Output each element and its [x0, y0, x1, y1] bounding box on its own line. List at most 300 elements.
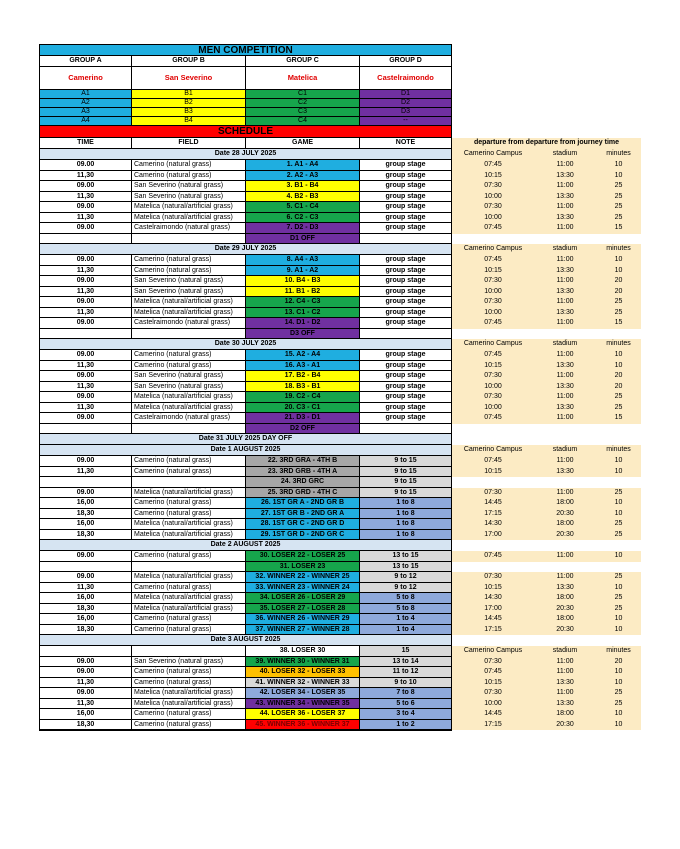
match-note: 9 to 15 [359, 467, 452, 478]
dep-minutes: 10 [596, 456, 641, 467]
dep-campus: 10:15 [452, 361, 534, 372]
dep-minutes: 25 [596, 572, 641, 583]
dep-stadium: 11:00 [534, 181, 596, 192]
dep-campus: 17:15 [452, 720, 534, 731]
match-note: 9 to 15 [359, 488, 452, 499]
match-row [39, 604, 641, 615]
match-field: Matelica (natural/artificial grass) [131, 488, 245, 499]
match-time [39, 562, 131, 573]
match-time: 11,30 [39, 213, 131, 224]
dep-campus-header: Camerino Campus [452, 646, 534, 657]
dep-minutes: 25 [596, 213, 641, 224]
match-note: 1 to 8 [359, 509, 452, 520]
match-row [39, 456, 641, 467]
match-game: 35. LOSER 27 - LOSER 28 [245, 604, 359, 615]
dep-campus: 17:00 [452, 530, 534, 541]
dep-campus: 07:45 [452, 160, 534, 171]
match-game: 38. LOSER 30 [245, 646, 359, 657]
group-header-0: GROUP A [39, 56, 131, 67]
match-row [39, 572, 641, 583]
dep-campus: 17:15 [452, 625, 534, 636]
group-team-row [39, 99, 641, 108]
match-game: 44. LOSER 36 - LOSER 37 [245, 709, 359, 720]
match-field: Camerino (natural grass) [131, 171, 245, 182]
match-row [39, 614, 641, 625]
match-game: 14. D1 - D2 [245, 318, 359, 329]
match-row [39, 657, 641, 668]
group-city-3: Castelraimondo [359, 67, 452, 90]
match-note: group stage [359, 266, 452, 277]
match-row [39, 646, 641, 657]
match-row [39, 266, 641, 277]
dep-stadium: 11:00 [534, 160, 596, 171]
dep-stadium: 11:00 [534, 350, 596, 361]
match-game: 12. C4 - C3 [245, 297, 359, 308]
match-note: group stage [359, 287, 452, 298]
match-game: 23. 3RD GRB - 4TH A [245, 467, 359, 478]
match-row [39, 181, 641, 192]
team-A3: A3 [39, 108, 131, 117]
match-game: 20. C3 - C1 [245, 403, 359, 414]
match-row [39, 467, 641, 478]
match-row [39, 329, 641, 340]
dep-stadium: 18:00 [534, 709, 596, 720]
dep-minutes: 10 [596, 266, 641, 277]
match-row [39, 551, 641, 562]
match-note: 9 to 12 [359, 572, 452, 583]
match-game: 18. B3 - B1 [245, 382, 359, 393]
dep-campus: 10:15 [452, 266, 534, 277]
match-note: 3 to 4 [359, 709, 452, 720]
match-field: Camerino (natural grass) [131, 678, 245, 689]
dep-stadium: 20:30 [534, 720, 596, 731]
match-game: 7. D2 - D3 [245, 223, 359, 234]
match-field: Camerino (natural grass) [131, 583, 245, 594]
team-B3: B3 [131, 108, 245, 117]
match-time: 11,30 [39, 403, 131, 414]
dep-stadium: 11:00 [534, 297, 596, 308]
dep-campus: 14:30 [452, 593, 534, 604]
title-row [39, 44, 641, 56]
match-field: Camerino (natural grass) [131, 625, 245, 636]
dep-stadium: 11:00 [534, 667, 596, 678]
match-field [131, 562, 245, 573]
match-game: 24. 3RD GRC [245, 477, 359, 488]
column-header-row [39, 138, 641, 149]
match-field: Camerino (natural grass) [131, 350, 245, 361]
match-time: 16,00 [39, 593, 131, 604]
date-row [39, 635, 641, 646]
dep-campus: 17:15 [452, 509, 534, 520]
dep-campus: 07:45 [452, 413, 534, 424]
dep-stadium: 13:30 [534, 699, 596, 710]
dep-campus: 07:30 [452, 181, 534, 192]
team-C3: C3 [245, 108, 359, 117]
match-time: 18,30 [39, 509, 131, 520]
match-game: 32. WINNER 22 - WINNER 25 [245, 572, 359, 583]
match-time [39, 646, 131, 657]
match-time: 09.00 [39, 371, 131, 382]
dep-stadium: 11:00 [534, 202, 596, 213]
match-time: 09.00 [39, 413, 131, 424]
match-note: 9 to 10 [359, 678, 452, 689]
match-note: 9 to 12 [359, 583, 452, 594]
dep-campus: 07:30 [452, 688, 534, 699]
match-time: 09.00 [39, 456, 131, 467]
match-field: Camerino (natural grass) [131, 361, 245, 372]
dep-stadium: 11:00 [534, 392, 596, 403]
dep-campus: 07:45 [452, 255, 534, 266]
dep-campus: 10:00 [452, 308, 534, 319]
dep-campus: 10:15 [452, 678, 534, 689]
match-row [39, 424, 641, 435]
match-row [39, 213, 641, 224]
match-game: 39. WINNER 30 - WINNER 31 [245, 657, 359, 668]
competition-title: MEN COMPETITION [39, 44, 452, 56]
col-note: NOTE [359, 138, 452, 149]
match-row [39, 413, 641, 424]
match-field: Camerino (natural grass) [131, 498, 245, 509]
team-A4: A4 [39, 117, 131, 126]
dep-campus: 07:30 [452, 488, 534, 499]
match-row [39, 625, 641, 636]
match-note: group stage [359, 202, 452, 213]
match-time: 18,30 [39, 530, 131, 541]
match-note: 5 to 8 [359, 593, 452, 604]
match-note [359, 424, 452, 435]
dep-stadium: 18:00 [534, 614, 596, 625]
group-city-2: Matelica [245, 67, 359, 90]
date-row [39, 434, 641, 445]
match-game: 33. WINNER 23 - WINNER 24 [245, 583, 359, 594]
dep-stadium: 18:00 [534, 519, 596, 530]
match-field: San Severino (natural grass) [131, 192, 245, 203]
match-note: 1 to 2 [359, 720, 452, 731]
match-game: 29. 1ST GR D - 2ND GR C [245, 530, 359, 541]
match-field: Camerino (natural grass) [131, 709, 245, 720]
dep-campus: 07:45 [452, 551, 534, 562]
dep-stadium: 11:00 [534, 223, 596, 234]
match-row [39, 223, 641, 234]
match-time: 09.00 [39, 551, 131, 562]
dep-campus-header: Camerino Campus [452, 149, 534, 160]
match-note: 15 [359, 646, 452, 657]
match-game: 6. C2 - C3 [245, 213, 359, 224]
match-note: group stage [359, 413, 452, 424]
match-field: Matelica (natural/artificial grass) [131, 392, 245, 403]
match-field: Matelica (natural/artificial grass) [131, 213, 245, 224]
team-B2: B2 [131, 99, 245, 108]
date-heading: Date 2 AUGUST 2025 [39, 540, 452, 551]
dep-minutes: 25 [596, 604, 641, 615]
dep-campus: 10:00 [452, 287, 534, 298]
team-C1: C1 [245, 90, 359, 99]
dep-minutes: 25 [596, 688, 641, 699]
match-game: 22. 3RD GRA - 4TH B [245, 456, 359, 467]
match-time: 09.00 [39, 688, 131, 699]
dep-stadium: 18:00 [534, 498, 596, 509]
match-time: 11,30 [39, 308, 131, 319]
match-row [39, 519, 641, 530]
dep-campus-header: Camerino Campus [452, 244, 534, 255]
departure-header: departure from departure from journey time [452, 138, 641, 149]
match-time: 09.00 [39, 255, 131, 266]
dep-campus: 07:30 [452, 371, 534, 382]
dep-campus: 07:30 [452, 392, 534, 403]
dep-minutes: 25 [596, 699, 641, 710]
match-time: 11,30 [39, 192, 131, 203]
match-time [39, 424, 131, 435]
match-game: 9. A1 - A2 [245, 266, 359, 277]
dep-stadium: 13:30 [534, 382, 596, 393]
match-time: 11,30 [39, 171, 131, 182]
dep-stadium: 13:30 [534, 308, 596, 319]
dep-campus: 07:45 [452, 350, 534, 361]
match-note: group stage [359, 192, 452, 203]
match-note: group stage [359, 255, 452, 266]
match-game: 30. LOSER 22 - LOSER 25 [245, 551, 359, 562]
match-game: 36. WINNER 26 - WINNER 29 [245, 614, 359, 625]
match-game: 17. B2 - B4 [245, 371, 359, 382]
team-D2: D2 [359, 99, 452, 108]
dep-campus-header: Camerino Campus [452, 339, 534, 350]
match-time: 09.00 [39, 181, 131, 192]
date-heading: Date 28 JULY 2025 [39, 149, 452, 160]
match-time: 16,00 [39, 519, 131, 530]
dep-stadium: 18:00 [534, 593, 596, 604]
match-field: Camerino (natural grass) [131, 255, 245, 266]
match-field: Camerino (natural grass) [131, 509, 245, 520]
match-time: 09.00 [39, 318, 131, 329]
match-time: 18,30 [39, 625, 131, 636]
match-field: San Severino (natural grass) [131, 657, 245, 668]
dep-minutes: 10 [596, 350, 641, 361]
match-row [39, 318, 641, 329]
dep-campus: 07:30 [452, 202, 534, 213]
match-note: 13 to 14 [359, 657, 452, 668]
match-time: 11,30 [39, 266, 131, 277]
match-game: D3 OFF [245, 329, 359, 340]
match-game: 1. A1 - A4 [245, 160, 359, 171]
match-time: 11,30 [39, 699, 131, 710]
match-note: group stage [359, 213, 452, 224]
match-field: Matelica (natural/artificial grass) [131, 403, 245, 414]
match-game: 19. C2 - C4 [245, 392, 359, 403]
dep-minutes: 25 [596, 192, 641, 203]
match-time: 11,30 [39, 583, 131, 594]
match-note: group stage [359, 171, 452, 182]
dep-minutes: 10 [596, 160, 641, 171]
col-game: GAME [245, 138, 359, 149]
dep-stadium: 13:30 [534, 678, 596, 689]
dep-minutes: 20 [596, 657, 641, 668]
group-header-1: GROUP B [131, 56, 245, 67]
dep-minutes: 25 [596, 403, 641, 414]
dep-stadium: 11:00 [534, 371, 596, 382]
dep-stadium: 11:00 [534, 456, 596, 467]
date-row [39, 244, 641, 255]
match-field: Matelica (natural/artificial grass) [131, 593, 245, 604]
match-field: Matelica (natural/artificial grass) [131, 308, 245, 319]
match-row [39, 297, 641, 308]
match-row [39, 371, 641, 382]
dep-campus: 10:15 [452, 583, 534, 594]
match-game: 13. C1 - C2 [245, 308, 359, 319]
schedule-sheet [39, 44, 641, 731]
match-row [39, 498, 641, 509]
table-bottom-border [39, 730, 452, 731]
dep-minutes: 25 [596, 519, 641, 530]
match-note: group stage [359, 276, 452, 287]
dep-stadium: 20:30 [534, 625, 596, 636]
match-game: 37. WINNER 27 - WINNER 28 [245, 625, 359, 636]
match-note: group stage [359, 361, 452, 372]
group-header-2: GROUP C [245, 56, 359, 67]
group-header-3: GROUP D [359, 56, 452, 67]
dep-stadium: 13:30 [534, 192, 596, 203]
match-time: 09.00 [39, 276, 131, 287]
dep-minutes: 10 [596, 614, 641, 625]
dep-stadium: 11:00 [534, 413, 596, 424]
dep-minutes: 25 [596, 202, 641, 213]
match-game: 43. WINNER 34 - WINNER 35 [245, 699, 359, 710]
match-field: San Severino (natural grass) [131, 382, 245, 393]
dep-stadium-header: stadium [534, 339, 596, 350]
dep-minutes: 20 [596, 382, 641, 393]
match-field: Matelica (natural/artificial grass) [131, 530, 245, 541]
dep-minutes: 25 [596, 593, 641, 604]
match-note: group stage [359, 297, 452, 308]
match-row [39, 699, 641, 710]
date-heading: Date 1 AUGUST 2025 [39, 445, 452, 456]
match-field: Camerino (natural grass) [131, 266, 245, 277]
team-D3: D3 [359, 108, 452, 117]
schedule-title-row [39, 126, 641, 138]
team-A1: A1 [39, 90, 131, 99]
dep-campus: 14:45 [452, 709, 534, 720]
match-note: group stage [359, 160, 452, 171]
dep-stadium: 13:30 [534, 361, 596, 372]
dep-stadium-header: stadium [534, 244, 596, 255]
team-C2: C2 [245, 99, 359, 108]
match-row [39, 688, 641, 699]
match-time: 16,00 [39, 498, 131, 509]
dep-campus: 10:15 [452, 467, 534, 478]
match-field: Matelica (natural/artificial grass) [131, 202, 245, 213]
group-team-row [39, 90, 641, 99]
match-note: 13 to 15 [359, 562, 452, 573]
date-row [39, 445, 641, 456]
dep-campus: 14:30 [452, 519, 534, 530]
date-heading: Date 29 JULY 2025 [39, 244, 452, 255]
dep-campus: 07:45 [452, 456, 534, 467]
match-time: 09.00 [39, 667, 131, 678]
match-note [359, 234, 452, 245]
match-game: 5. C1 - C4 [245, 202, 359, 213]
dep-minutes: 10 [596, 498, 641, 509]
match-row [39, 583, 641, 594]
dep-stadium: 13:30 [534, 213, 596, 224]
match-field: Castelraimondo (natural grass) [131, 223, 245, 234]
match-time [39, 234, 131, 245]
dep-campus: 07:30 [452, 276, 534, 287]
match-row [39, 202, 641, 213]
dep-stadium: 11:00 [534, 688, 596, 699]
match-time: 09.00 [39, 488, 131, 499]
match-game: 16. A3 - A1 [245, 361, 359, 372]
match-row [39, 160, 641, 171]
match-note: 1 to 8 [359, 530, 452, 541]
match-note: group stage [359, 318, 452, 329]
match-game: 31. LOSER 23 [245, 562, 359, 573]
dep-minutes: 25 [596, 488, 641, 499]
dep-minutes: 10 [596, 678, 641, 689]
dep-minutes: 25 [596, 392, 641, 403]
dep-stadium: 11:00 [534, 551, 596, 562]
dep-stadium: 11:00 [534, 318, 596, 329]
table-bottom [39, 730, 641, 731]
match-row [39, 720, 641, 731]
match-row [39, 562, 641, 573]
group-city-row [39, 67, 641, 90]
match-field: Camerino (natural grass) [131, 614, 245, 625]
match-field: Camerino (natural grass) [131, 456, 245, 467]
dep-minutes: 10 [596, 709, 641, 720]
match-note: 9 to 15 [359, 456, 452, 467]
dep-minutes: 20 [596, 287, 641, 298]
match-note: 13 to 15 [359, 551, 452, 562]
match-note: group stage [359, 223, 452, 234]
match-time [39, 329, 131, 340]
dep-minutes: 25 [596, 181, 641, 192]
dep-stadium: 13:30 [534, 583, 596, 594]
match-field: Castelraimondo (natural grass) [131, 413, 245, 424]
dep-minutes: 20 [596, 276, 641, 287]
match-field: Camerino (natural grass) [131, 667, 245, 678]
match-game: 42. LOSER 34 - LOSER 35 [245, 688, 359, 699]
match-note: 1 to 4 [359, 625, 452, 636]
dep-stadium: 11:00 [534, 572, 596, 583]
dep-stadium: 13:30 [534, 171, 596, 182]
match-game: 41. WINNER 32 - WINNER 33 [245, 678, 359, 689]
match-game: 3. B1 - B4 [245, 181, 359, 192]
dep-campus: 07:30 [452, 572, 534, 583]
match-note: 5 to 8 [359, 604, 452, 615]
dep-campus: 07:30 [452, 297, 534, 308]
match-time: 11,30 [39, 678, 131, 689]
match-note: 1 to 4 [359, 614, 452, 625]
date-row [39, 540, 641, 551]
dep-minutes: 15 [596, 318, 641, 329]
match-game: 2. A2 - A3 [245, 171, 359, 182]
match-field: Matelica (natural/artificial grass) [131, 519, 245, 530]
match-field: San Severino (natural grass) [131, 276, 245, 287]
group-header-row [39, 56, 641, 67]
dep-minutes-header: minutes [596, 646, 641, 657]
schedule-title: SCHEDULE [39, 126, 452, 138]
dep-minutes: 10 [596, 667, 641, 678]
match-field [131, 477, 245, 488]
dep-stadium-header: stadium [534, 646, 596, 657]
match-field [131, 329, 245, 340]
match-time: 09.00 [39, 202, 131, 213]
dep-minutes-header: minutes [596, 149, 641, 160]
match-field: Camerino (natural grass) [131, 720, 245, 731]
match-game: 25. 3RD GRD - 4TH C [245, 488, 359, 499]
match-row [39, 308, 641, 319]
match-row [39, 192, 641, 203]
match-time: 09.00 [39, 572, 131, 583]
